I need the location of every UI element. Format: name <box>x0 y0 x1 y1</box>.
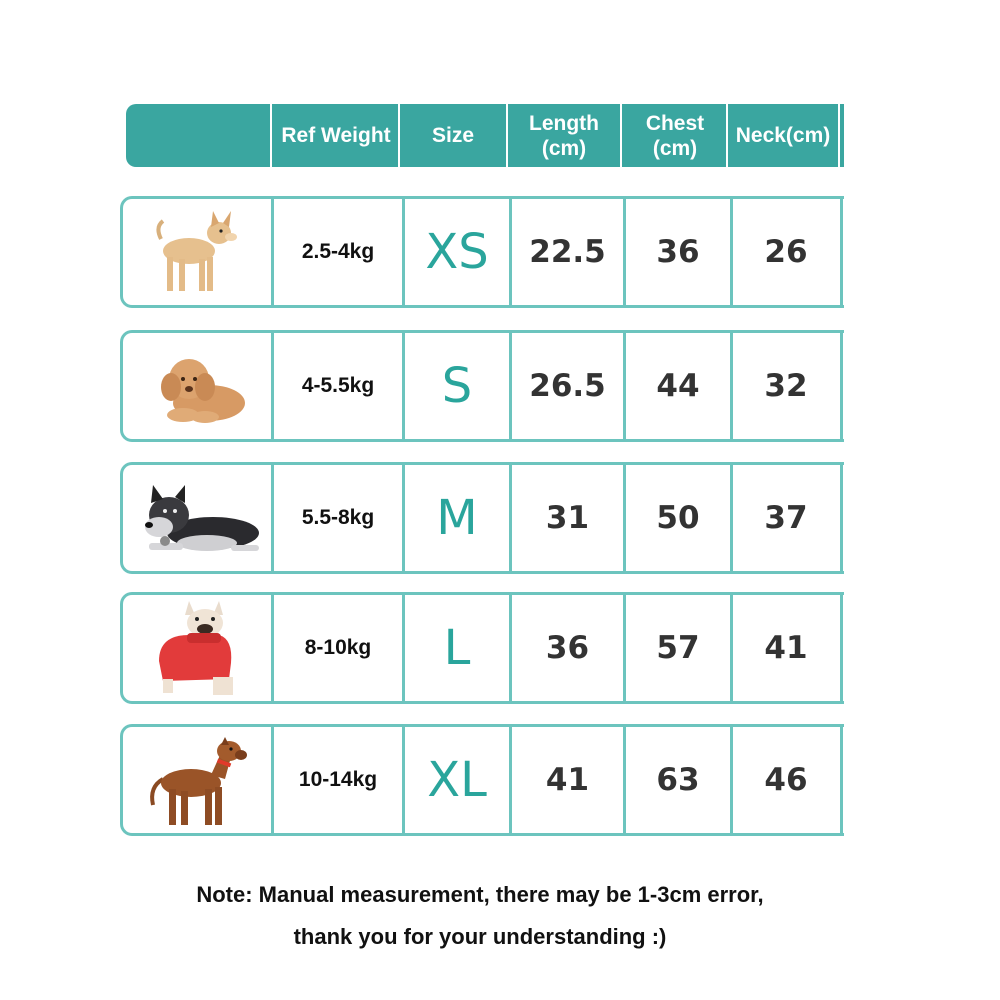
chest-value: 50 <box>656 500 700 536</box>
chest-value: 36 <box>656 234 700 270</box>
weight-value: 5.5-8kg <box>301 506 375 529</box>
neck-value: 41 <box>764 630 808 666</box>
neck-value: 32 <box>764 368 808 404</box>
chest-value: 44 <box>656 368 700 404</box>
header-divider <box>838 104 840 167</box>
chihuahua-photo <box>153 209 249 297</box>
size-value: XL <box>427 752 487 808</box>
weight-value: 4-5.5kg <box>301 374 375 397</box>
table-row <box>120 462 844 574</box>
weight-value: 2.5-4kg <box>301 240 375 263</box>
table-row <box>120 196 844 308</box>
neck-value: 26 <box>764 234 808 270</box>
size-value: L <box>443 620 471 676</box>
column-divider <box>840 727 843 833</box>
chest-value: 63 <box>656 762 700 798</box>
note-line-2: thank you for your understanding :) <box>293 924 667 949</box>
neck-value: 46 <box>764 762 808 798</box>
table-row <box>120 330 844 442</box>
size-value: S <box>441 358 473 414</box>
header-chest <box>622 104 728 167</box>
chest-value: 57 <box>656 630 700 666</box>
french-bulldog-photo <box>149 599 245 699</box>
table-row <box>120 592 844 704</box>
header-ref-weight: Ref Weight <box>281 124 391 147</box>
header-chest-line1: Chest <box>645 111 705 135</box>
length-value: 22.5 <box>529 234 606 270</box>
header-length <box>508 104 620 167</box>
column-divider <box>840 595 843 701</box>
column-divider <box>840 465 843 571</box>
header-neck: Neck(cm) <box>735 124 831 147</box>
length-value: 26.5 <box>529 368 606 404</box>
note-line-1: Note: Manual measurement, there may be 1-3cm error, <box>196 882 764 907</box>
length-value: 41 <box>545 762 590 798</box>
length-value: 36 <box>545 630 590 666</box>
header-length-line1: Length <box>529 111 599 135</box>
length-value: 31 <box>545 500 590 536</box>
schnauzer-photo <box>135 483 263 559</box>
table-row <box>120 724 844 836</box>
column-divider <box>840 333 843 439</box>
size-value: XS <box>425 224 489 280</box>
column-divider <box>840 199 843 305</box>
header-length-line2: (cm) <box>541 136 587 160</box>
header-chest-line2: (cm) <box>652 136 698 160</box>
size-value: M <box>436 490 478 546</box>
neck-value: 37 <box>764 500 808 536</box>
weight-value: 10-14kg <box>298 768 378 791</box>
poodle-photo <box>153 351 249 427</box>
weight-value: 8-10kg <box>304 636 372 659</box>
table-header <box>126 104 844 167</box>
brown-dog-photo <box>145 735 249 831</box>
header-size: Size <box>431 124 475 147</box>
